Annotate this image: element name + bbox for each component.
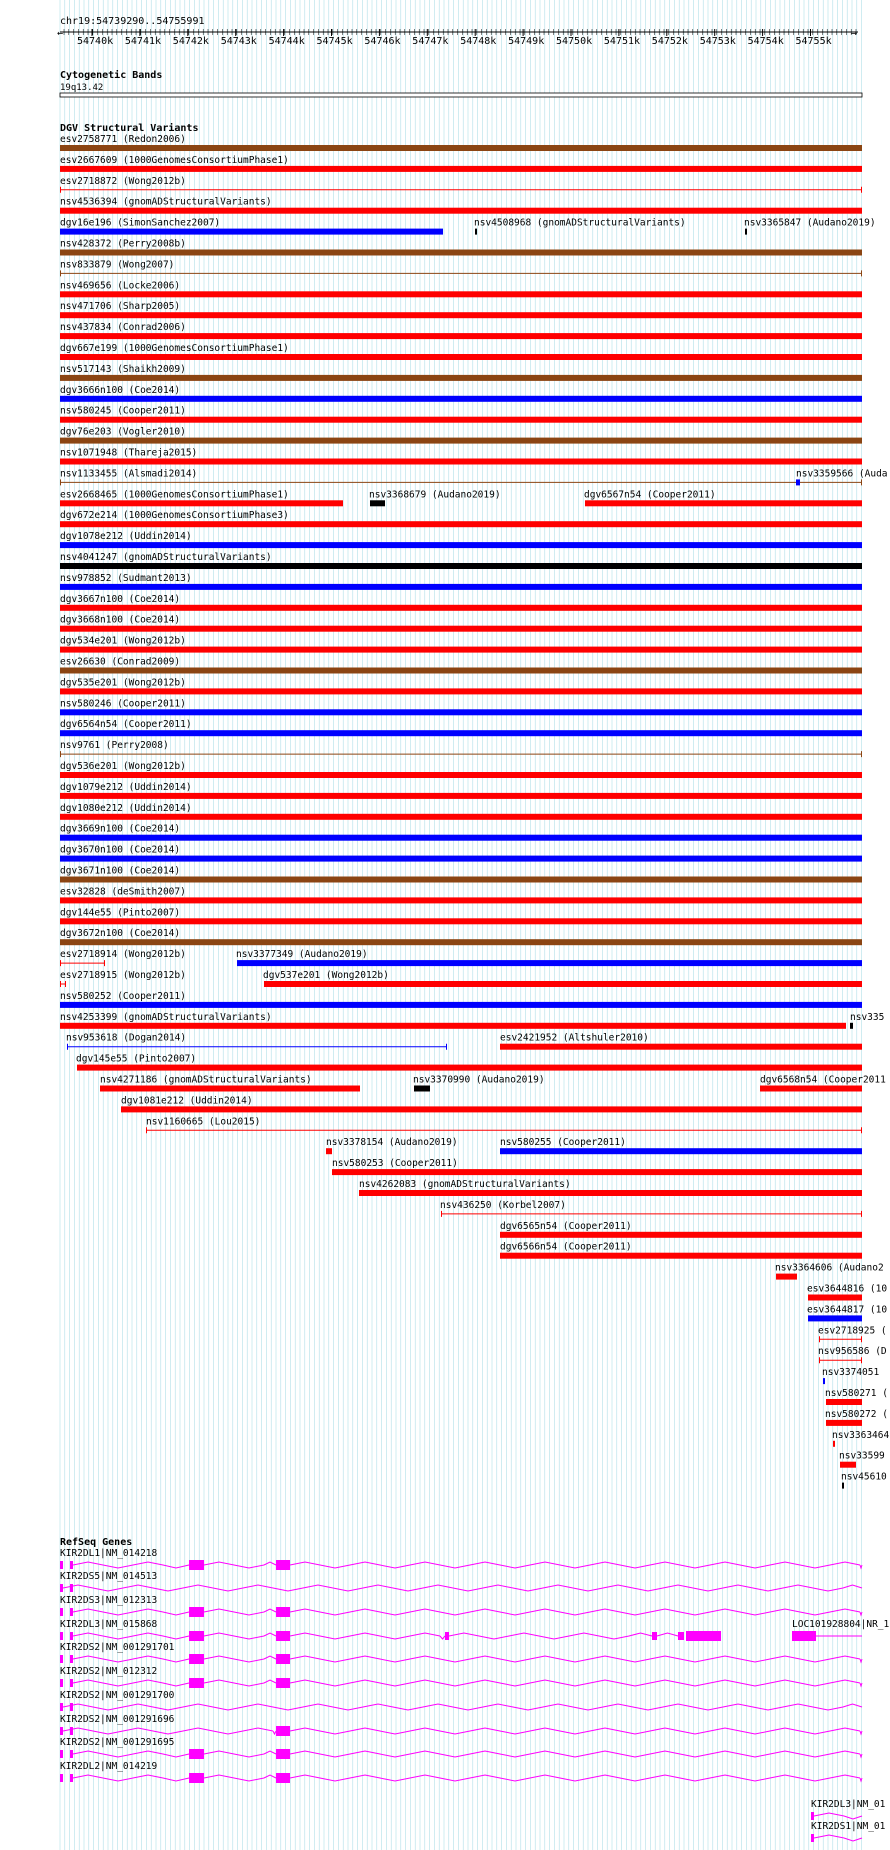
dgv-variant-bar[interactable] [60,291,862,297]
dgv-variant-label[interactable]: esv2718915 (Wong2012b) [60,970,186,981]
dgv-variant-label[interactable]: esv26630 (Conrad2009) [60,656,181,668]
gene-exon-block[interactable] [60,1584,63,1592]
dgv-variant-label[interactable]: dgv1078e212 (Uddin2014) [60,531,192,543]
dgv-variant-bar[interactable] [60,542,862,548]
dgv-variant-bar[interactable] [826,1399,862,1405]
dgv-variant-label[interactable]: nsv4536394 (gnomADStructuralVariants) [60,196,272,208]
dgv-variant-bar[interactable] [60,605,862,611]
dgv-variant-bar[interactable] [60,333,862,339]
dgv-variant-bar[interactable] [808,1295,862,1301]
gene-exon-block[interactable] [70,1608,73,1616]
ruler-tick-label: 54746k [364,36,401,47]
dgv-variant-bar[interactable] [60,856,862,862]
ruler-position-label: chr19:54739290..54755991 [60,16,205,27]
gene-intron-line[interactable] [204,1633,276,1639]
dgv-variant-bar[interactable] [745,229,747,235]
dgv-variant-bar[interactable] [60,835,862,841]
dgv-variant-label[interactable]: nsv580245 (Cooper2011) [60,405,186,417]
dgv-variant-bar[interactable] [237,960,862,966]
gene-intron-line[interactable] [290,1562,862,1568]
dgv-variant-bar[interactable] [60,772,862,778]
gene-exon-block[interactable] [70,1774,73,1782]
dgv-variant-label[interactable]: nsv833879 (Wong2007) [60,259,175,271]
dgv-variant-bar[interactable] [60,814,862,820]
dgv-variant-label[interactable]: nsv469656 (Locke2006) [60,280,181,292]
dgv-variant-label[interactable]: nsv580253 (Cooper2011) [332,1158,458,1170]
dgv-variant-bar[interactable] [475,229,477,235]
dgv-variant-bar[interactable] [60,250,862,256]
ruler-tick-label: 54749k [508,36,545,47]
dgv-variant-label[interactable]: dgv3671n100 (Coe2014) [60,865,181,877]
gene-exon-block[interactable] [189,1773,204,1783]
dgv-variant-label[interactable]: nsv580271 ( [825,1388,888,1399]
gene-intron-line[interactable] [73,1751,189,1757]
dgv-variant-label[interactable]: esv2718925 ( [818,1325,887,1337]
refseq-gene-label[interactable]: KIR2DS1|NM_01 [811,1821,886,1832]
gene-intron-line[interactable] [814,1813,862,1819]
gene-intron-line[interactable] [290,1656,862,1662]
dgv-variant-bar[interactable] [60,396,862,402]
dgv-variant-bar[interactable] [826,1420,862,1426]
gene-exon-block[interactable] [70,1561,73,1569]
gene-exon-block[interactable] [811,1812,814,1820]
gene-exon-block[interactable] [70,1584,73,1592]
gene-exon-block[interactable] [70,1727,73,1735]
dgv-variant-label[interactable]: dgv536e201 (Wong2012b) [60,761,186,772]
refseq-gene-label[interactable]: KIR2DS2|NM_001291695 [60,1737,175,1748]
dgv-variant-bar[interactable] [585,500,862,506]
dgv-variant-label[interactable]: nsv580246 (Cooper2011) [60,698,186,710]
ruler-tick-label: 54744k [268,36,305,47]
dgv-variant-bar[interactable] [60,375,862,381]
dgv-track-title: DGV Structural Variants [60,123,199,134]
dgv-variant-label[interactable]: dgv672e214 (1000GenomesConsortiumPhase3) [60,510,289,522]
refseq-gene-label[interactable]: KIR2DS2|NM_001291700 [60,1690,175,1701]
dgv-variant-bar[interactable] [264,981,862,987]
dgv-variant-bar[interactable] [500,1044,862,1050]
dgv-variant-label[interactable]: dgv534e201 (Wong2012b) [60,635,186,647]
dgv-variant-label[interactable]: dgv667e199 (1000GenomesConsortiumPhase1) [60,343,289,354]
dgv-variant-label[interactable]: nsv1071948 (Thareja2015) [60,447,198,459]
gene-exon-block[interactable] [652,1632,657,1640]
refseq-gene-label[interactable]: KIR2DS2|NM_012312 [60,1666,158,1677]
dgv-variant-bar[interactable] [823,1378,825,1384]
gene-intron-line[interactable] [290,1775,862,1781]
gene-exon-block[interactable] [276,1749,290,1759]
gene-intron-line[interactable] [204,1562,276,1568]
dgv-variant-label[interactable]: nsv437834 (Conrad2006) [60,322,186,334]
dgv-variant-label[interactable]: nsv335 [850,1011,885,1023]
dgv-variant-label[interactable]: nsv3363464 [832,1429,890,1441]
gene-intron-line[interactable] [290,1680,862,1686]
refseq-track-title: RefSeq Genes [60,1537,133,1548]
dgv-variant-label[interactable]: nsv4262083 (gnomADStructuralVariants) [359,1179,571,1190]
gene-exon-block[interactable] [60,1703,63,1711]
dgv-variant-label[interactable]: dgv1080e212 (Uddin2014) [60,802,192,814]
dgv-variant-bar[interactable] [60,145,862,151]
dgv-variant-label[interactable]: dgv3666n100 (Coe2014) [60,384,181,396]
dgv-variant-label[interactable]: nsv4508968 (gnomADStructuralVariants) [474,217,686,229]
dgv-variant-label[interactable]: esv2421952 (Altshuler2010) [500,1032,649,1044]
dgv-variant-label[interactable]: nsv3370990 (Audano2019) [413,1074,545,1086]
ruler-tick-label: 54743k [220,36,257,47]
ruler-tick-label: 54741k [124,36,162,47]
dgv-variant-bar[interactable] [60,417,862,423]
gene-intron-line[interactable] [73,1562,189,1568]
dgv-variant-label[interactable]: nsv3365847 (Audano2019) [744,217,876,229]
dgv-variant-label[interactable]: nsv4271186 (gnomADStructuralVariants) [100,1074,312,1086]
dgv-variant-label[interactable]: nsv9761 (Perry2008) [60,740,169,752]
dgv-variant-bar[interactable] [60,1023,846,1029]
cytoband-label: 19q13.42 [60,83,104,93]
dgv-variant-label[interactable]: dgv6566n54 (Cooper2011) [500,1241,632,1253]
dgv-variant-label[interactable]: nsv428372 (Perry2008b) [60,238,186,250]
gene-exon-block[interactable] [276,1607,290,1617]
dgv-variant-bar[interactable] [842,1483,844,1489]
gene-intron-line[interactable] [204,1680,276,1686]
dgv-variant-label[interactable]: esv3644816 (10 [807,1283,888,1295]
refseq-gene-label[interactable]: LOC101928804|NR_1 [792,1619,890,1630]
ruler-tick-label: 54751k [603,36,641,47]
dgv-variant-bar[interactable] [840,1462,856,1468]
gene-intron-line[interactable] [73,1656,189,1662]
dgv-variant-label[interactable]: nsv4253399 (gnomADStructuralVariants) [60,1011,272,1023]
dgv-variant-bar[interactable] [60,312,862,318]
dgv-variant-bar[interactable] [500,1232,862,1238]
dgv-variant-bar[interactable] [60,939,862,945]
gene-intron-line[interactable] [204,1656,276,1662]
gene-exon-block[interactable] [70,1632,73,1640]
dgv-variant-label[interactable]: nsv956586 (D [818,1346,887,1358]
dgv-variant-label[interactable]: nsv580252 (Cooper2011) [60,990,186,1002]
dgv-variant-label[interactable]: dgv144e55 (Pinto2007) [60,907,181,919]
dgv-variant-label[interactable]: esv2718914 (Wong2012b) [60,949,186,961]
gene-exon-block[interactable] [445,1632,449,1640]
gene-intron-line[interactable] [290,1633,445,1639]
dgv-variant-label[interactable]: dgv6564n54 (Cooper2011) [60,719,192,731]
gene-intron-line[interactable] [204,1609,276,1615]
dgv-variant-label[interactable]: nsv3368679 (Audano2019) [369,489,501,501]
dgv-variant-label[interactable]: nsv517143 (Shaikh2009) [60,363,186,375]
dgv-variant-label[interactable]: nsv3378154 (Audano2019) [326,1137,458,1149]
ruler-left-arrow[interactable]: ← [57,28,64,39]
dgv-variant-bar[interactable] [60,354,862,360]
gene-exon-block[interactable] [189,1654,204,1664]
dgv-variant-label[interactable]: dgv1079e212 (Uddin2014) [60,781,192,793]
dgv-variant-bar[interactable] [60,688,862,694]
dgv-variant-bar[interactable] [414,1086,430,1092]
dgv-variant-bar[interactable] [60,521,862,527]
gene-exon-block[interactable] [60,1655,63,1663]
dgv-variant-bar[interactable] [100,1086,360,1092]
dgv-variant-label[interactable]: esv3644817 (10 [807,1304,888,1316]
dgv-variant-bar[interactable] [850,1023,853,1029]
dgv-variant-label[interactable]: dgv3669n100 (Coe2014) [60,823,181,835]
dgv-variant-label[interactable]: esv2668465 (1000GenomesConsortiumPhase1) [60,489,289,501]
gene-exon-block[interactable] [70,1679,73,1687]
dgv-variant-label[interactable]: dgv76e203 (Vogler2010) [60,426,186,438]
gene-intron-line[interactable] [63,1585,862,1591]
ruler-tick-label: 54742k [172,36,209,47]
dgv-variant-label[interactable]: nsv33599 [839,1450,885,1462]
dgv-variant-bar[interactable] [500,1148,862,1154]
dgv-variant-bar[interactable] [60,166,862,172]
gene-exon-block[interactable] [70,1655,73,1663]
dgv-variant-label[interactable]: esv32828 (deSmith2007) [60,886,186,898]
dgv-variant-bar[interactable] [60,229,443,235]
dgv-variant-label[interactable]: esv2718872 (Wong2012b) [60,175,186,187]
dgv-variant-bar[interactable] [60,584,862,590]
gene-intron-line[interactable] [204,1751,276,1757]
gene-exon-block[interactable] [60,1679,63,1687]
dgv-variant-label[interactable]: nsv3359566 (Auda [796,468,888,480]
dgv-variant-bar[interactable] [760,1086,862,1092]
dgv-variant-label[interactable]: nsv1133455 (Alsmadi2014) [60,468,198,480]
dgv-variant-bar[interactable] [60,647,862,653]
gene-intron-line[interactable] [73,1633,189,1639]
dgv-variant-bar[interactable] [77,1065,862,1071]
dgv-variant-bar[interactable] [60,730,862,736]
dgv-variant-bar[interactable] [60,877,862,883]
dgv-variant-bar[interactable] [332,1169,862,1175]
refseq-gene-label[interactable]: KIR2DL1|NM_014218 [60,1548,158,1559]
ruler-tick-label: 54740k [77,36,114,47]
dgv-variant-label[interactable]: nsv45610 [841,1471,887,1483]
dgv-variant-bar[interactable] [60,626,862,632]
gene-exon-block[interactable] [60,1608,63,1616]
dgv-variant-bar[interactable] [60,668,862,674]
dgv-variant-bar[interactable] [60,438,862,444]
dgv-variant-bar[interactable] [60,1002,862,1008]
gene-exon-block[interactable] [60,1727,63,1735]
gene-exon-block[interactable] [189,1631,204,1641]
dgv-variant-label[interactable]: nsv978852 (Sudmant2013) [60,572,192,584]
refseq-gene-label[interactable]: KIR2DS3|NM_012313 [60,1595,158,1606]
dgv-variant-bar[interactable] [60,709,862,715]
dgv-variant-bar[interactable] [60,459,862,465]
gene-intron-line[interactable] [290,1728,862,1734]
gene-intron-line[interactable] [63,1704,862,1710]
gene-exon-block[interactable] [189,1678,204,1688]
gene-exon-block[interactable] [686,1631,721,1641]
gene-exon-block[interactable] [189,1749,204,1759]
ruler-tick-label: 54754k [747,36,784,47]
dgv-variant-label[interactable]: dgv3667n100 (Coe2014) [60,593,181,605]
dgv-variant-bar[interactable] [326,1148,332,1154]
dgv-variant-label[interactable]: nsv3374051 [822,1367,880,1379]
dgv-variant-bar[interactable] [60,897,862,903]
dgv-variant-label[interactable]: esv2667609 (1000GenomesConsortiumPhase1) [60,154,289,166]
dgv-variant-bar[interactable] [776,1274,797,1280]
dgv-variant-label[interactable]: esv2758771 (Redon2006) [60,134,186,145]
gene-exon-block[interactable] [60,1561,63,1569]
dgv-variant-bar[interactable] [60,500,343,506]
dgv-variant-label[interactable]: nsv436250 (Korbel2007) [440,1199,566,1211]
dgv-variant-label[interactable]: nsv471706 (Sharp2005) [60,301,181,313]
gene-exon-block[interactable] [678,1632,684,1640]
gene-exon-block[interactable] [276,1654,290,1664]
dgv-variant-bar[interactable] [60,563,862,569]
gene-exon-block[interactable] [276,1560,290,1570]
dgv-variant-bar[interactable] [833,1441,835,1447]
dgv-variant-label[interactable]: dgv535e201 (Wong2012b) [60,677,186,689]
dgv-variant-bar[interactable] [121,1106,862,1112]
dgv-variant-label[interactable]: dgv3668n100 (Coe2014) [60,614,181,626]
dgv-variant-label[interactable]: nsv3377349 (Audano2019) [236,949,368,961]
ruler-tick-label: 54755k [795,36,832,47]
cytoband-bar[interactable] [60,93,862,97]
ruler-right-arrow[interactable]: → [851,28,858,39]
dgv-variant-label[interactable]: nsv580255 (Cooper2011) [500,1137,626,1149]
dgv-variant-label[interactable]: nsv1160665 (Lou2015) [146,1116,261,1128]
refseq-gene-label[interactable]: KIR2DL3|NM_015868 [60,1619,158,1630]
gene-intron-line[interactable] [73,1680,189,1686]
gene-exon-block[interactable] [276,1678,290,1688]
gene-intron-line[interactable] [73,1775,189,1781]
dgv-variant-bar[interactable] [60,208,862,214]
dgv-variant-label[interactable]: nsv580272 ( [825,1408,888,1420]
ruler-tick-label: 54752k [651,36,688,47]
gene-exon-block[interactable] [60,1632,63,1640]
gene-exon-block[interactable] [276,1726,290,1736]
gene-intron-line[interactable] [814,1835,862,1841]
dgv-variant-label[interactable]: nsv3364606 (Audano2 [775,1262,884,1274]
dgv-variant-label[interactable]: dgv145e55 (Pinto2007) [76,1053,197,1065]
ruler-tick-label: 54753k [699,36,736,47]
refseq-gene-label[interactable]: KIR2DS2|NM_001291696 [60,1714,175,1725]
ruler-tick-label: 54745k [316,36,353,47]
dgv-variant-label[interactable]: dgv6567n54 (Cooper2011) [584,489,716,501]
cytobands-track-title: Cytogenetic Bands [60,70,163,81]
gene-exon-block[interactable] [70,1703,73,1711]
gene-exon-block[interactable] [276,1773,290,1783]
dgv-variant-bar[interactable] [359,1190,862,1196]
dgv-variant-label[interactable]: dgv16e196 (SimonSanchez2007) [60,217,221,229]
gene-exon-block[interactable] [60,1750,63,1758]
dgv-variant-label[interactable]: nsv4041247 (gnomADStructuralVariants) [60,552,272,563]
gene-exon-block[interactable] [276,1631,290,1641]
refseq-gene-label[interactable]: KIR2DS2|NM_001291701 [60,1642,175,1653]
dgv-variant-label[interactable]: dgv3670n100 (Coe2014) [60,844,181,856]
dgv-variant-label[interactable]: dgv1081e212 (Uddin2014) [121,1095,253,1107]
gene-intron-line[interactable] [73,1609,189,1615]
refseq-gene-label[interactable]: KIR2DS5|NM_014513 [60,1571,158,1582]
gene-exon-block[interactable] [60,1774,63,1782]
gene-exon-block[interactable] [189,1560,204,1570]
refseq-gene-label[interactable]: KIR2DL3|NM_01 [811,1799,886,1810]
gene-exon-block[interactable] [70,1750,73,1758]
dgv-variant-label[interactable]: dgv6565n54 (Cooper2011) [500,1220,632,1232]
gene-exon-block[interactable] [189,1607,204,1617]
dgv-variant-label[interactable]: nsv953618 (Dogan2014) [66,1032,187,1044]
gene-intron-line[interactable] [204,1775,276,1781]
ruler-tick-label: 54747k [412,36,449,47]
dgv-variant-bar[interactable] [808,1315,862,1321]
dgv-variant-bar[interactable] [60,918,862,924]
dgv-variant-label[interactable]: dgv537e201 (Wong2012b) [263,970,389,981]
ruler-tick-label: 54748k [460,36,497,47]
dgv-variant-label[interactable]: dgv6568n54 (Cooper2011 [760,1074,886,1086]
dgv-variant-bar[interactable] [796,479,800,485]
gene-exon-block[interactable] [811,1834,814,1842]
gene-intron-line[interactable] [290,1751,862,1757]
dgv-variant-bar[interactable] [500,1253,862,1259]
gene-intron-line[interactable] [290,1609,862,1615]
ruler-tick-label: 54750k [556,36,593,47]
gene-intron-line[interactable] [63,1728,276,1734]
gene-exon-block[interactable] [792,1631,816,1641]
dgv-variant-bar[interactable] [370,500,385,506]
refseq-gene-label[interactable]: KIR2DL2|NM_014219 [60,1761,158,1772]
dgv-variant-bar[interactable] [60,793,862,799]
dgv-variant-label[interactable]: dgv3672n100 (Coe2014) [60,928,181,940]
